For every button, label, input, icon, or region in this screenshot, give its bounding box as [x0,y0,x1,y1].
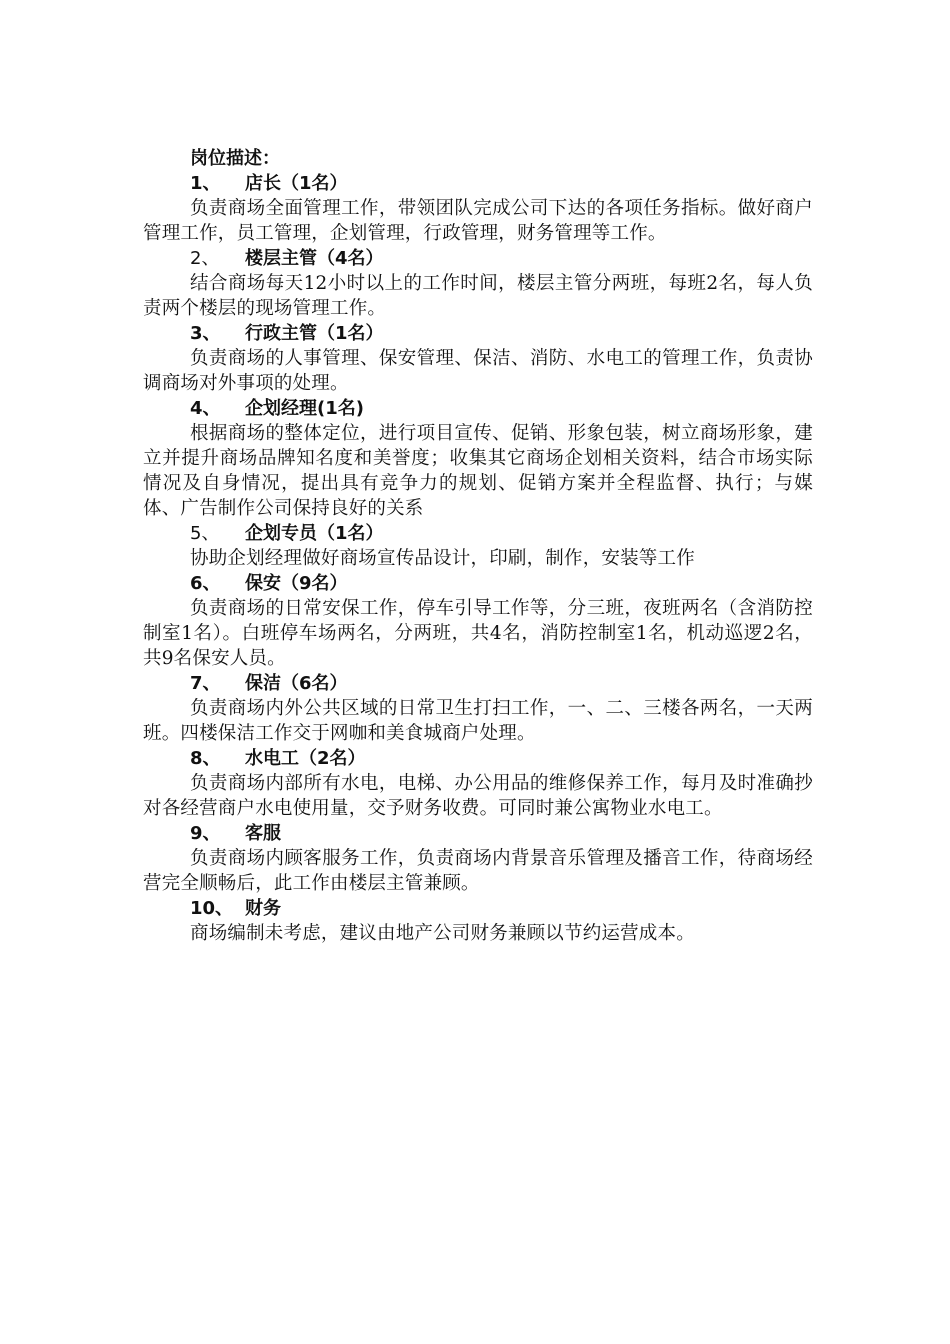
item-description-4: 根据商场的整体定位，进行项目宣传、促销、形象包装，树立商场形象，建立并提升商场品牌知名度和美誉度；收集其它商场企划相关资料，结合市场实际情况及自身情况，提出具有竞争力的规划、促销方案并全程监督、执行；与媒体、广告制作公司保持良好的关系 [143,423,813,519]
item-heading-2 [190,246,813,271]
item-number: 3、 [190,323,221,344]
item-number: 4、 [190,398,221,419]
item-description-5: 协助企划经理做好商场宣传品设计，印刷，制作，安装等工作 [190,548,695,569]
item-title: 水电工（2名） [245,748,366,769]
item-title: 保安（9名） [245,573,348,594]
item-title: 保洁（6名） [245,673,348,694]
item-description-6: 负责商场的日常安保工作，停车引导工作等，分三班，夜班两名（含消防控制室1名）。白班停车场两名，分两班，共4名，消防控制室1名，机动巡逻2名，共9名保安人员。 [143,598,813,669]
item-title: 企划经理(1名) [245,398,364,419]
item-description-10: 商场编制未考虑，建议由地产公司财务兼顾以节约运营成本。 [190,923,695,944]
item-heading-4 [190,396,813,421]
item-heading-9 [190,821,813,846]
item-number: 6、 [190,573,221,594]
item-title: 客服 [245,823,281,844]
item-title: 行政主管（1名） [245,323,384,344]
item-heading-8 [190,746,813,771]
item-heading-5 [190,521,813,546]
item-description-3: 负责商场的人事管理、保安管理、保洁、消防、水电工的管理工作，负责协调商场对外事项的处理。 [143,348,813,394]
item-number: 10、 [190,898,234,919]
item-heading-10 [190,896,813,921]
item-description-8: 负责商场内部所有水电，电梯、办公用品的维修保养工作，每月及时准确抄对各经营商户水电使用量，交予财务收费。可同时兼公寓物业水电工。 [143,773,813,819]
item-number: 1、 [190,173,221,194]
item-number: 9、 [190,823,221,844]
item-number: 2、 [190,248,220,269]
item-heading-1 [190,171,813,196]
item-number: 8、 [190,748,221,769]
document-content [143,146,813,946]
item-heading-6 [190,571,813,596]
item-title: 企划专员（1名） [245,523,384,544]
section-heading: 岗位描述： [190,148,280,169]
item-title: 财务 [245,898,281,919]
item-heading-3 [190,321,813,346]
item-description-7: 负责商场内外公共区域的日常卫生打扫工作，一、二、三楼各两名，一天两班。四楼保洁工作交于网咖和美食城商户处理。 [143,698,813,744]
item-description-2: 结合商场每天12小时以上的工作时间，楼层主管分两班，每班2名，每人负责两个楼层的现场管理工作。 [143,273,813,319]
item-description-1: 负责商场全面管理工作，带领团队完成公司下达的各项任务指标。做好商户管理工作，员工管理，企划管理，行政管理，财务管理等工作。 [143,198,813,244]
item-number: 7、 [190,673,221,694]
item-title: 楼层主管（4名） [245,248,384,269]
item-title: 店长（1名） [245,173,348,194]
item-description-9: 负责商场内顾客服务工作，负责商场内背景音乐管理及播音工作，待商场经营完全顺畅后，此工作由楼层主管兼顾。 [143,848,813,894]
item-number: 5、 [190,523,220,544]
item-heading-7 [190,671,813,696]
